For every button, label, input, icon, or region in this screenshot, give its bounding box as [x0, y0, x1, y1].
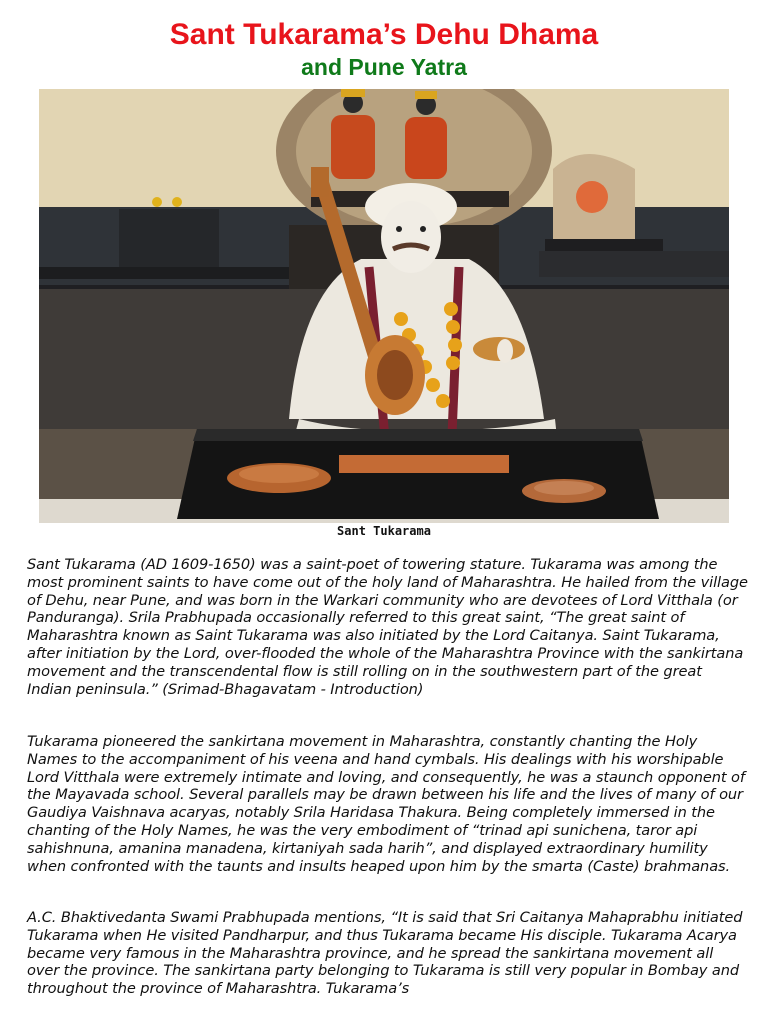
- photo-caption: Sant Tukarama: [337, 524, 431, 538]
- paragraph-prabhupada-quote: A.C. Bhaktivedanta Swami Prabhupada mentions, “It is said that Sri Caitanya Mahaprabhu initiated Tukarama when He visited Pandharpur, and thus Tukarama became His disciple. Tukarama Acarya became very famous in the Maharashtra province, and he spread the sankirtana movement all over the province. The sankirtana party belonging to Tukarama is still very popular in Bombay and throughout the province of Maharashtra. Tukarama’s: [27, 909, 743, 998]
- tukarama-photo: [39, 89, 729, 523]
- page-title: Sant Tukarama’s Dehu Dhama: [169, 18, 599, 51]
- paragraph-sankirtana: Tukarama pioneered the sankirtana movement in Maharashtra, constantly chanting the Holy Names to the accompaniment of his veena and hand cymbals. His dealings with his worshipable Lord Vitthala were extremely intimate and loving, and consequently, he was a staunch opponent of the Mayavada school. Several parallels may be drawn between his life and the lives of many of our Gaudiya Vaishnava acaryas, notably Srila Haridasa Thakura. Being completely immersed in the chanting of the Holy Names, he was the very embodiment of “trinad api sunichena, taror api sahishnuna, amanina manadena, kirtaniyah sada harih”, and displayed extraordinary humility when confronted with the taunts and insults heaped upon him by the smarta (Caste) brahmanas.: [27, 733, 745, 875]
- paragraph-intro: Sant Tukarama (AD 1609-1650) was a saint-poet of towering stature. Tukarama was among the most prominent saints to have come out of the holy land of Maharashtra. He hailed from the village of Dehu, near Pune, and was born in the Warkari community who are devotees of Lord Vitthala (or Panduranga). Srila Prabhupada occasionally referred to this great saint, “The great saint of Maharashtra known as Saint Tukarama was also initiated by the Lord Caitanya. Saint Tukarama, after initiation by the Lord, over-flooded the whole of the Maharashtra Province with the sankirtana movement and the transcendental flow is still rolling on in the southwestern part of the great Indian peninsula.” (Srimad-Bhagavatam - Introduction): [27, 556, 748, 698]
- page-subtitle: and Pune Yatra: [301, 54, 467, 80]
